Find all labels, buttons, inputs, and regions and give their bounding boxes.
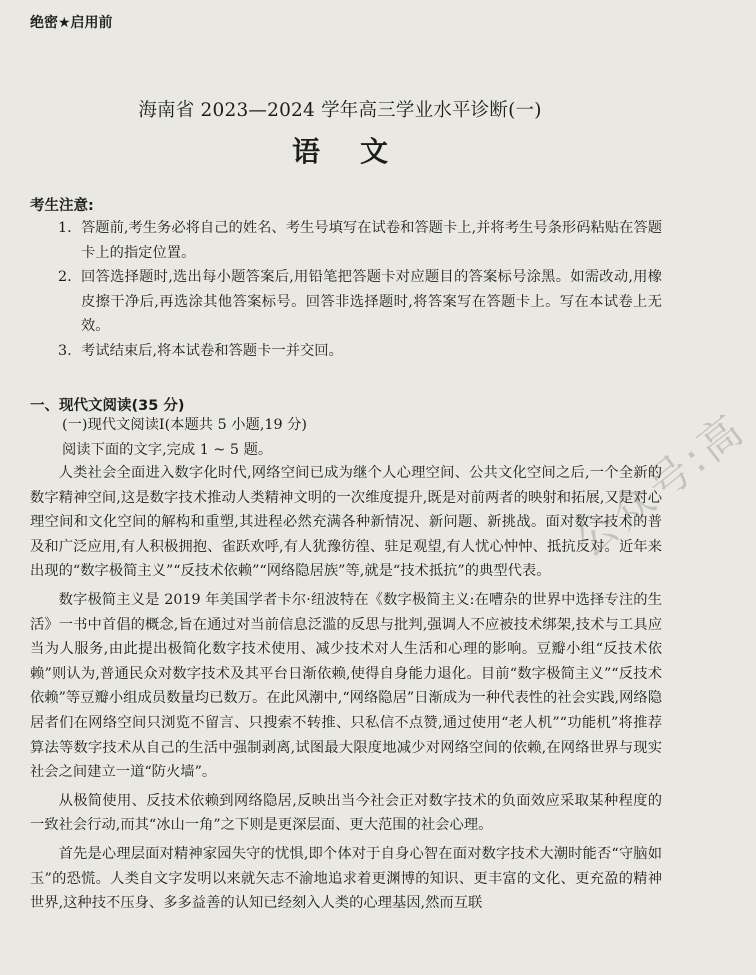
reading-instruction: 阅读下面的文字,完成 1 ~ 5 题。 [62, 442, 273, 458]
notice-text: 答题前,考生务必将自己的姓名、考生号填写在试卷和答题卡上,并将考生号条形码粘贴在答题卡上的指定位置。 [81, 220, 662, 261]
notice-number: 3. [58, 342, 72, 359]
section-heading: 一、现代文阅读(35 分) [30, 398, 185, 414]
confidential-label: 绝密★启用前 [30, 15, 113, 31]
notice-heading: 考生注意: [30, 198, 94, 214]
notice-list [58, 216, 662, 363]
exam-title: 海南省 2023—2024 学年高三学业水平诊断(一) [138, 100, 542, 121]
passage-paragraph: 从极简使用、反技术依赖到网络隐居,反映出当今社会正对数字技术的负面效应采取某种程度的一致社会行动,而其“冰山一角”之下则是更深层面、更大范围的社会心理。 [30, 792, 662, 834]
notice-item [58, 339, 662, 364]
notice-text: 考试结束后,将本试卷和答题卡一并交回。 [81, 342, 343, 359]
watermark: 公众号:高 [564, 403, 755, 567]
notice-item [58, 216, 662, 265]
notice-number: 1. [58, 220, 72, 236]
subject-char: 语 [291, 135, 320, 168]
passage-paragraph: 人类社会全面进入数字化时代,网络空间已成为继个人心理空间、公共文化空间之后,一个全新的数字精神空间,这是数字技术推动人类精神文明的一次维度提升,既是对前两者的映射和拓展,又是对心理空间和文化空间的解构和重塑,其进程必然充满各种新情况、新问题、新挑战。面对数字技术的普及和广泛应用,有人积极拥抱、雀跃欢呼,有人犹豫彷徨、驻足观望,有人忧心忡忡、抵抗反对。近年来出现的“数字极简主义”“反技术依赖”“网络隐居族”等,就是“技术抵抗”的典型代表。 [30, 465, 662, 580]
passage-paragraph: 首先是心理层面对精神家园失守的忧惧,即个体对于自身心智在面对数字技术大潮时能否“守脑如玉”的恐慌。人类自文字发明以来就矢志不渝地追求着更渊博的知识、更丰富的文化、更充盈的精神世界,这种技不压身、多多益善的认知已经刻入人类的心理基因,然而互联 [30, 845, 662, 912]
subsection-heading: (一)现代文阅读Ⅰ(本题共 5 小题,19 分) [62, 417, 307, 433]
passage-paragraph: 数字极简主义是 2019 年美国学者卡尔·纽波特在《数字极简主义:在嘈杂的世界中选择专注的生活》一书中首倡的概念,旨在通过对当前信息泛滥的反思与批判,强调人不应被技术绑架,技术与工具应当为人服务,由此提出极简化数字技术使用、减少技术对人生活和心理的影响。豆瓣小组“反技术依赖”则认为,普通民众对数字技术及其平台日渐依赖,使得自身能力退化。目前“数字极简主义”“反技术依赖”等豆瓣小组成员数量均已数万。在此风潮中,“网络隐居”日渐成为一种代表性的社会实践,网络隐居者们在网络空间只浏览不留言、只搜索不转推、只私信不点赞,通过使用“老人机”“功能机”将推荐算法等数字技术从自己的生活中强制剥离,试图最大限度地减少对网络空间的依赖,在网络世界与现实社会之间建立一道“防火墙”。 [30, 591, 662, 781]
notice-number: 2. [58, 269, 72, 285]
subject-char: 文 [360, 135, 389, 168]
notice-text: 回答选择题时,选出每小题答案后,用铅笔把答题卡对应题目的答案标号涂黑。如需改动,用橡皮擦干净后,再选涂其他答案标号。回答非选择题时,将答案写在答题卡上。写在本试卷上无效。 [81, 269, 662, 334]
notice-item [58, 265, 662, 339]
subject-title [0, 130, 680, 170]
